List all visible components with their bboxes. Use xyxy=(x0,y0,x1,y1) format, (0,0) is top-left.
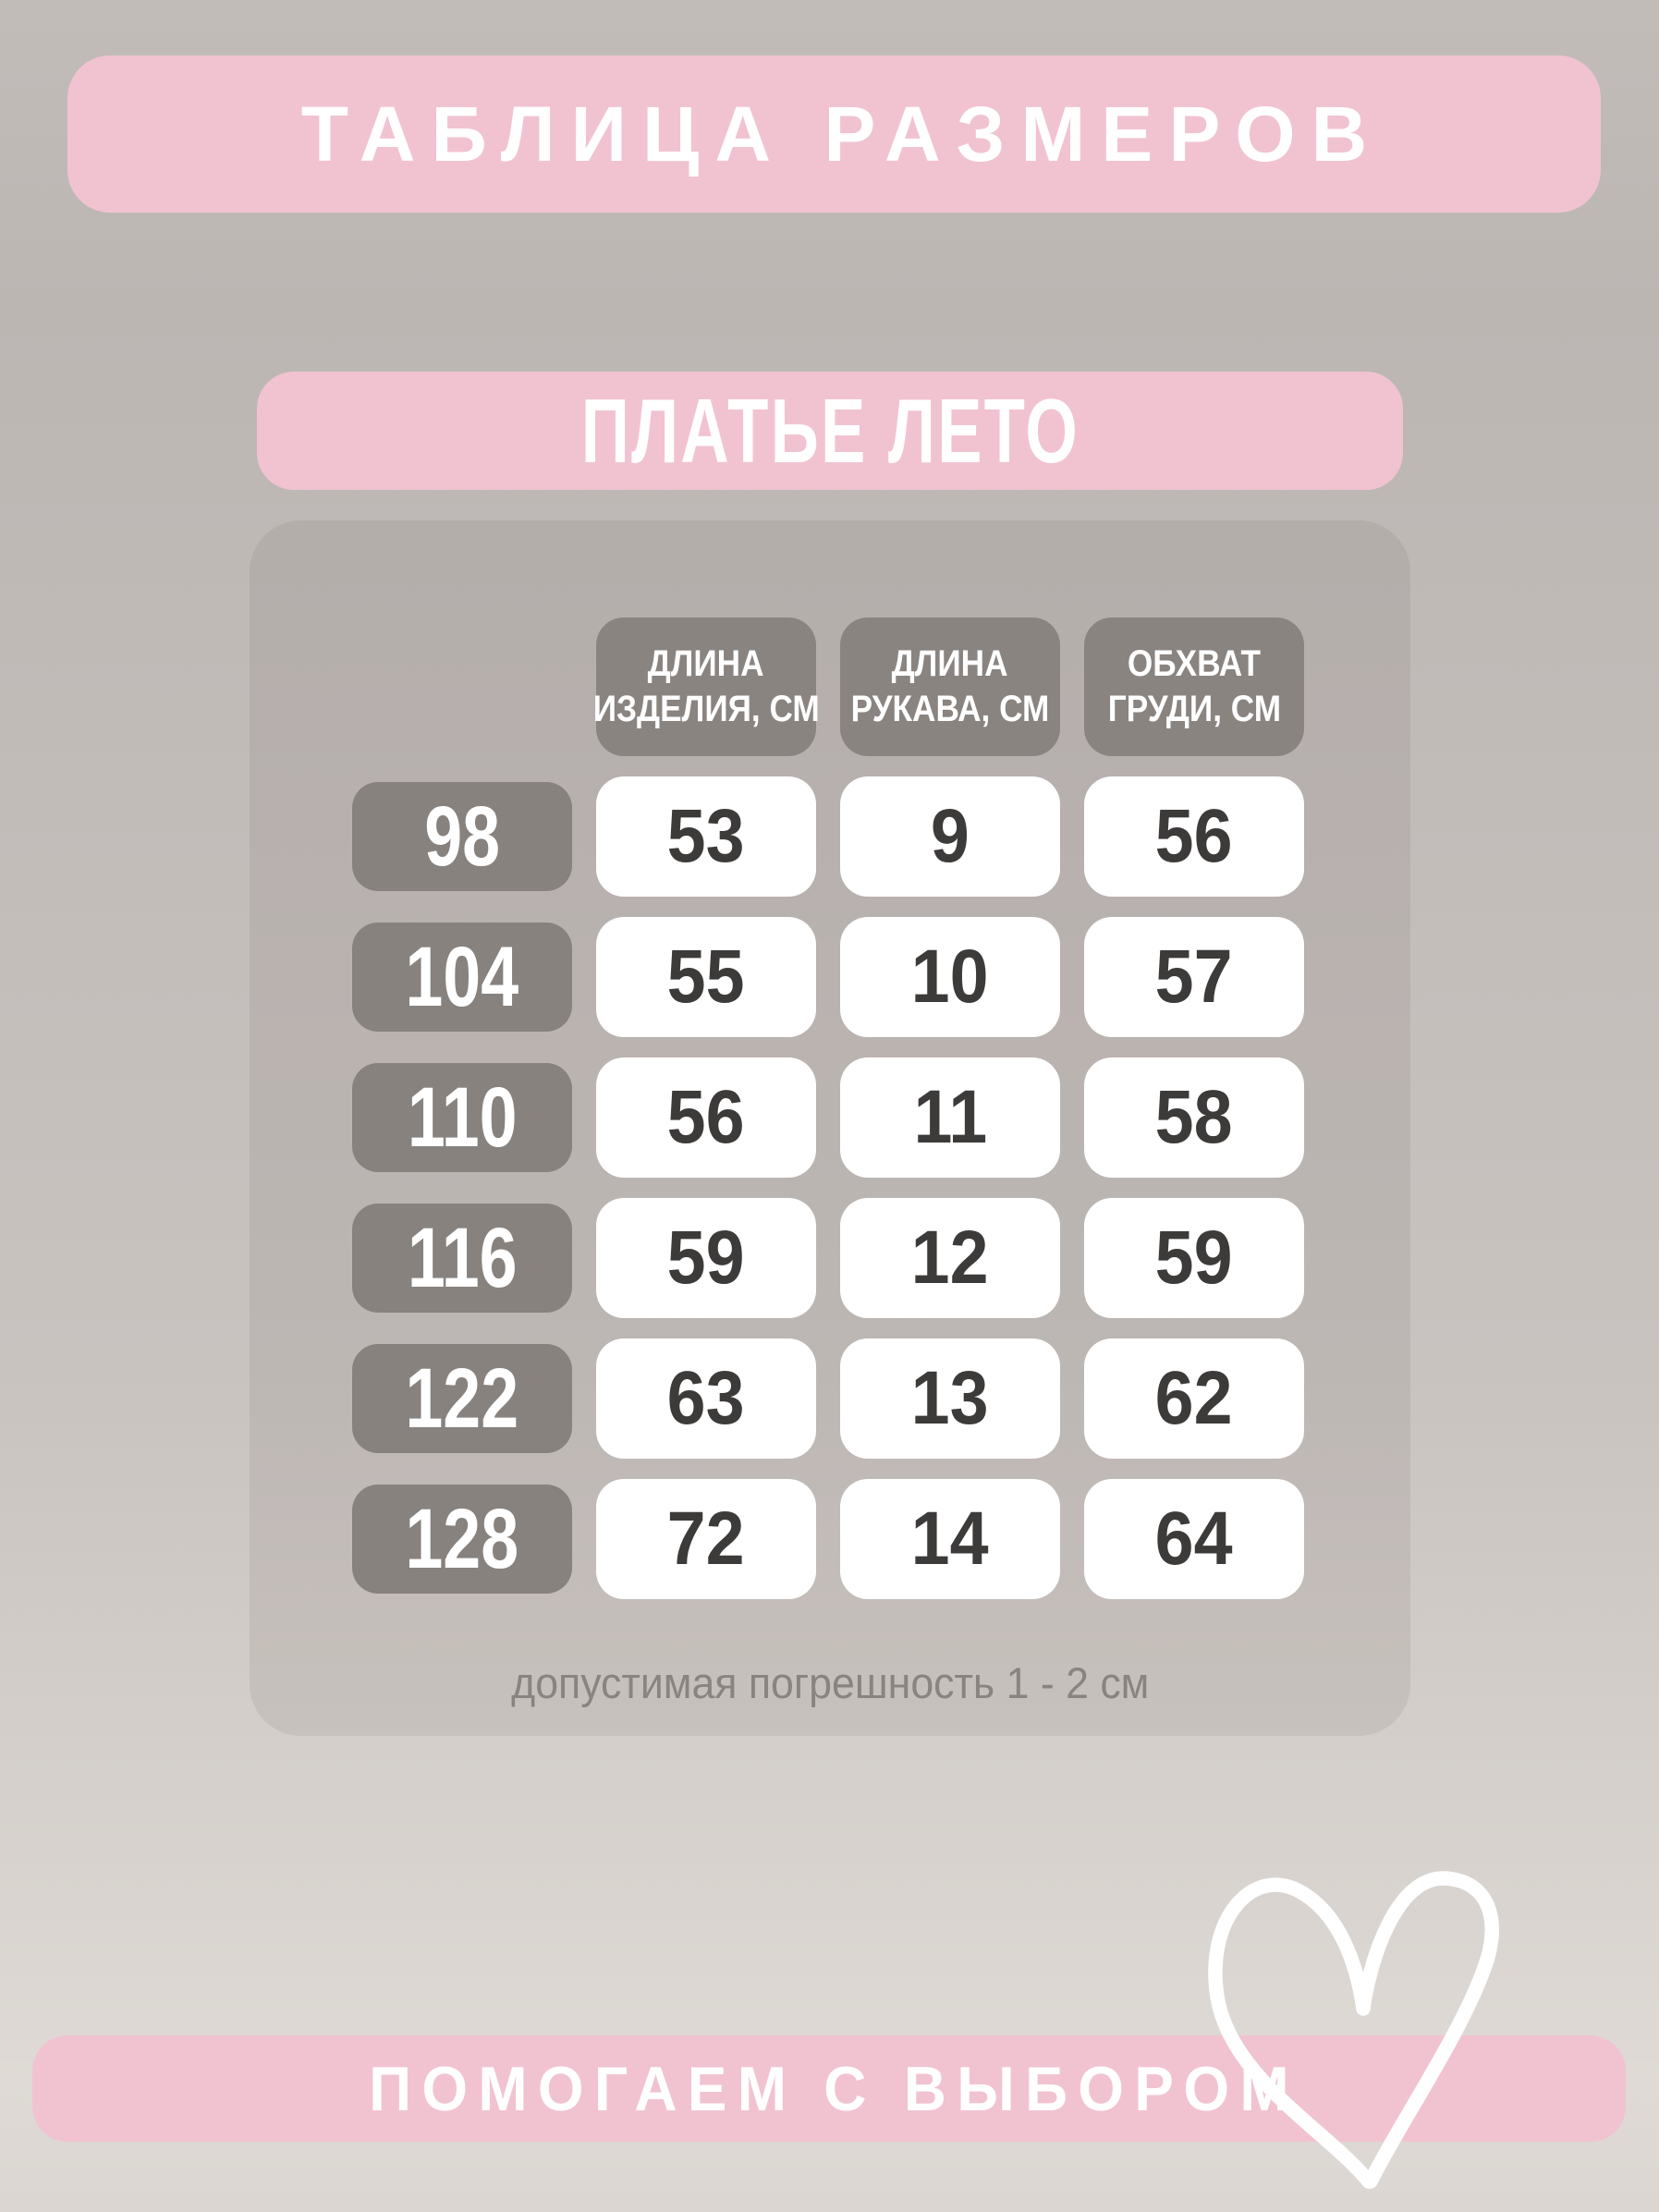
value-label: 64 xyxy=(1155,1497,1233,1581)
value-pill xyxy=(596,1479,816,1599)
value-label: 56 xyxy=(667,1075,745,1159)
value-label: 62 xyxy=(1155,1356,1233,1440)
value-pill xyxy=(596,776,816,897)
table-panel xyxy=(250,520,1410,1736)
value-pill xyxy=(1084,776,1304,897)
value-pill xyxy=(840,917,1060,1037)
tolerance-note xyxy=(250,1657,1410,1708)
column-header-chest xyxy=(1084,617,1304,756)
column-header-line: РУКАВА, СМ xyxy=(850,689,1050,729)
column-header-line: ГРУДИ, СМ xyxy=(1107,689,1281,729)
column-header-sleeve-length xyxy=(840,617,1060,756)
size-label: 116 xyxy=(407,1210,518,1305)
column-header-line: ДЛИНА xyxy=(648,643,764,685)
title-banner-label: ТАБЛИЦА РАЗМЕРОВ xyxy=(300,90,1384,177)
value-pill xyxy=(1084,1198,1304,1318)
value-label: 10 xyxy=(911,935,989,1019)
value-label: 58 xyxy=(1155,1075,1233,1159)
value-label: 59 xyxy=(667,1216,745,1300)
table-corner-spacer xyxy=(352,617,572,756)
value-label: 72 xyxy=(667,1497,745,1581)
value-label: 56 xyxy=(1155,794,1233,878)
value-pill xyxy=(596,1198,816,1318)
value-pill xyxy=(840,1198,1060,1318)
heart-icon xyxy=(1204,1860,1523,2202)
column-header-line: ИЗДЕЛИЯ, СМ xyxy=(592,689,820,729)
size-label-pill xyxy=(352,1344,572,1453)
value-pill xyxy=(596,1338,816,1459)
size-label-pill xyxy=(352,782,572,891)
value-label: 9 xyxy=(931,794,970,878)
size-label-pill xyxy=(352,923,572,1032)
size-label: 110 xyxy=(407,1069,518,1165)
value-label: 53 xyxy=(667,794,745,878)
tolerance-note-label: допустимая погрешность 1 - 2 см xyxy=(510,1658,1150,1707)
product-banner-label: ПЛАТЬЕ ЛЕТО xyxy=(580,379,1080,482)
footer-banner-label: ПОМОГАЕМ С ВЫБОРОМ xyxy=(369,2053,1300,2124)
size-label-pill xyxy=(352,1204,572,1313)
value-pill xyxy=(596,917,816,1037)
size-label-pill xyxy=(352,1063,572,1172)
value-label: 63 xyxy=(667,1356,745,1440)
column-header-line: ДЛИНА xyxy=(892,643,1008,685)
value-pill xyxy=(1084,917,1304,1037)
value-label: 14 xyxy=(911,1497,989,1581)
value-label: 59 xyxy=(1155,1216,1233,1300)
value-label: 57 xyxy=(1155,935,1233,1019)
value-pill xyxy=(840,1338,1060,1459)
size-label: 122 xyxy=(405,1350,519,1446)
title-banner xyxy=(67,55,1601,213)
size-label: 98 xyxy=(424,788,500,884)
value-label: 13 xyxy=(911,1356,989,1440)
value-pill xyxy=(1084,1057,1304,1178)
value-pill xyxy=(1084,1338,1304,1459)
value-pill xyxy=(596,1057,816,1178)
value-pill xyxy=(840,1479,1060,1599)
size-label: 128 xyxy=(405,1491,519,1586)
value-pill xyxy=(840,1057,1060,1178)
size-label-pill xyxy=(352,1485,572,1594)
value-pill xyxy=(1084,1479,1304,1599)
value-label: 55 xyxy=(667,935,745,1019)
column-header-item-length xyxy=(592,617,820,756)
product-banner xyxy=(257,372,1403,490)
column-header-line: ОБХВАТ xyxy=(1127,643,1262,685)
size-table xyxy=(352,617,1304,1599)
value-pill xyxy=(840,776,1060,897)
value-label: 12 xyxy=(911,1216,989,1300)
size-label: 104 xyxy=(405,929,519,1024)
value-label: 11 xyxy=(913,1075,987,1159)
